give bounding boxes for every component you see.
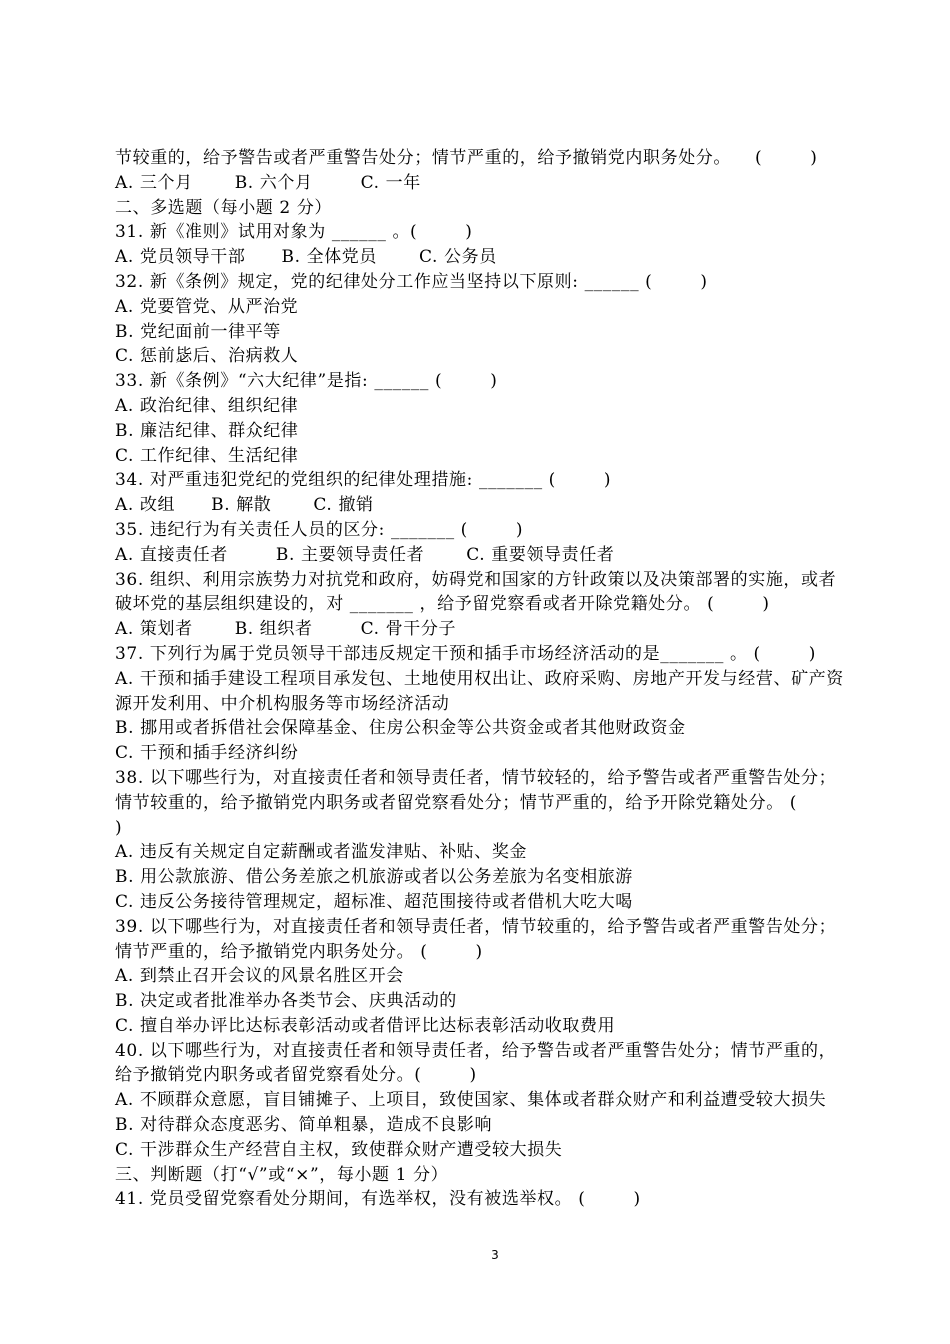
question-34: 34. 对严重违犯党纪的党组织的纪律处理措施: _______ ( )	[115, 470, 612, 491]
text-line: 情节较重的，给予撤销党内职务或者留党察看处分；情节严重的，给予开除党籍处分。 (	[115, 792, 798, 813]
text-line: 情节严重的，给予撤销党内职务处分。 ( )	[115, 941, 483, 962]
text-line: C. 干涉群众生产经营自主权，致使群众财产遭受较大损失	[115, 1139, 563, 1160]
text-line: C. 擅自举办评比达标表彰活动或者借评比达标表彰活动收取费用	[115, 1015, 616, 1036]
text-line: A. 党要管党、从严治党	[115, 296, 299, 317]
text-line: C. 违反公务接待管理规定，超标准、超范围接待或者借机大吃大喝	[115, 891, 633, 912]
text-line: B. 对待群众态度恶劣、简单粗暴，造成不良影响	[115, 1115, 493, 1136]
question-33: 33. 新《条例》“六大纪律”是指: ______ ( )	[115, 371, 498, 392]
text-line: C. 干预和插手经济纠纷	[115, 743, 299, 764]
page-content	[115, 146, 885, 1212]
text-line: A. 政治纪律、组织纪律	[115, 395, 299, 416]
question-37: 37. 下列行为属于党员领导干部违反规定干预和插手市场经济活动的是_______ 。 ( )	[115, 643, 817, 664]
text-line: A. 不顾群众意愿，盲目铺摊子、上项目，致使国家、集体或者群众财产和利益遭受较大损失	[115, 1090, 827, 1111]
question-31: 31. 新《准则》试用对象为 ______ 。( )	[115, 222, 473, 243]
question-35: 35. 违纪行为有关责任人员的区分: _______ ( )	[115, 519, 524, 540]
question-40: 40. 以下哪些行为，对直接责任者和领导责任者，给予警告或者严重警告处分；情节严重的，	[115, 1040, 837, 1061]
text-line: A. 改组 B. 解散 C. 撤销	[115, 495, 374, 516]
text-line: C. 惩前毖后、治病救人	[115, 346, 299, 367]
text-line: A. 干预和插手建设工程项目承发包、土地使用权出让、政府采购、房地产开发与经营、矿产资	[115, 668, 844, 689]
text-line: 源开发利用、中介机构服务等市场经济活动	[115, 693, 450, 714]
question-39: 39. 以下哪些行为，对直接责任者和领导责任者，情节较重的，给予警告或者严重警告处分；	[115, 916, 837, 937]
text-line: A. 违反有关规定自定薪酬或者滥发津贴、补贴、奖金	[115, 842, 528, 863]
text-line: C. 工作纪律、生活纪律	[115, 445, 299, 466]
text-line: 给予撤销党内职务或者留党察看处分。( )	[115, 1065, 477, 1086]
section-heading: 三、判断题（打“√”或“×”，每小题 1 分）	[115, 1164, 449, 1185]
text-line: B. 挪用或者拆借社会保障基金、住房公积金等公共资金或者其他财政资金	[115, 718, 686, 739]
text-line: 破坏党的基层组织建设的，对 _______ ，给予留党察看或者开除党籍处分。 ( )	[115, 594, 770, 615]
section-heading: 二、多选题（每小题 2 分）	[115, 197, 333, 218]
text-line: )	[115, 817, 123, 838]
text-line: A. 三个月 B. 六个月 C. 一年	[115, 172, 421, 193]
text-line: B. 用公款旅游、借公务差旅之机旅游或者以公务差旅为名变相旅游	[115, 867, 633, 888]
text-line: A. 到禁止召开会议的风景名胜区开会	[115, 966, 404, 987]
question-38: 38. 以下哪些行为，对直接责任者和领导责任者，情节较轻的，给予警告或者严重警告处分；	[115, 767, 837, 788]
text-line: B. 党纪面前一律平等	[115, 321, 281, 342]
page-number: 3	[491, 1248, 499, 1262]
text-line: 节较重的，给予警告或者严重警告处分；情节严重的，给予撤销党内职务处分。 ( )	[115, 148, 818, 168]
text-line: A. 党员领导干部 B. 全体党员 C. 公务员	[115, 247, 497, 268]
question-32: 32. 新《条例》规定，党的纪律处分工作应当坚持以下原则: ______ ( )	[115, 271, 708, 292]
question-36: 36. 组织、利用宗族势力对抗党和政府，妨碍党和国家的方针政策以及决策部署的实施，或者	[115, 569, 837, 590]
question-41: 41. 党员受留党察看处分期间，有选举权，没有被选举权。 ( )	[115, 1189, 641, 1210]
text-line: A. 策划者 B. 组织者 C. 骨干分子	[115, 619, 457, 640]
text-line: A. 直接责任者 B. 主要领导责任者 C. 重要领导责任者	[115, 544, 615, 565]
text-line: B. 廉洁纪律、群众纪律	[115, 420, 299, 441]
text-line: B. 决定或者批准举办各类节会、庆典活动的	[115, 991, 457, 1012]
